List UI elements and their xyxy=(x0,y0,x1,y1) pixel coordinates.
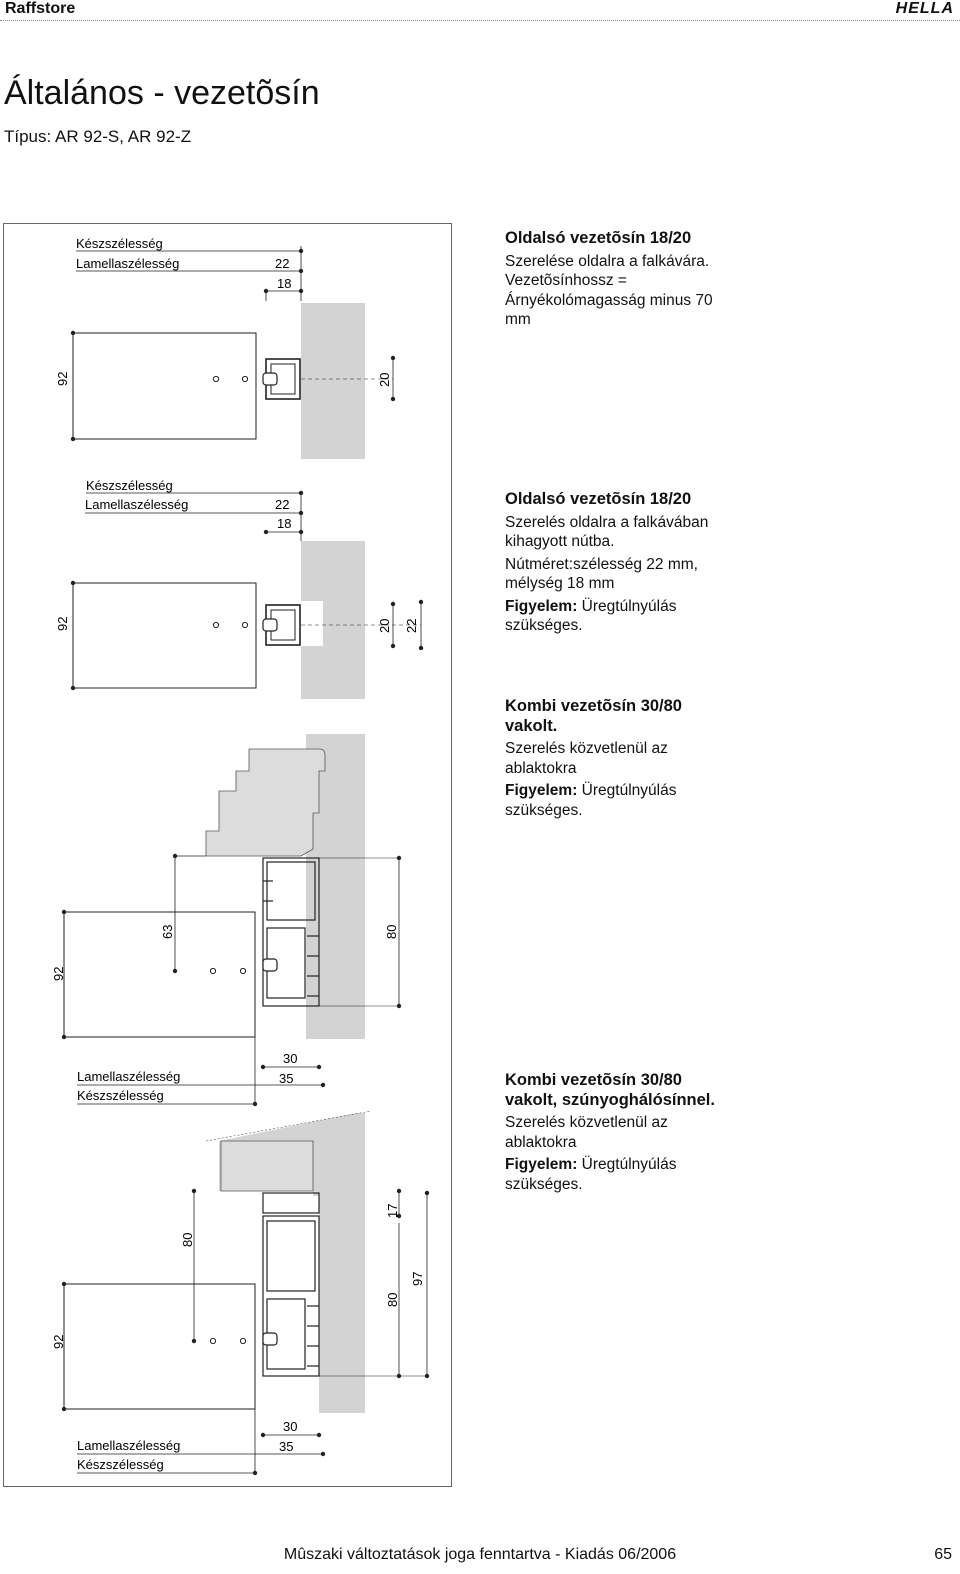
description-block-2 xyxy=(505,490,735,636)
block-line: Nútméret:szélesség 22 mm, mélység 18 mm xyxy=(505,555,698,592)
dim-18: 18 xyxy=(277,516,292,531)
description-block-1 xyxy=(505,229,735,330)
dim-92: 92 xyxy=(55,616,70,631)
note-label: Figyelem: xyxy=(505,782,578,799)
block-title: Kombi vezetõsín 30/80 vakolt, szúnyoghálósínnel. xyxy=(505,1071,715,1109)
block-line: Szerelés közvetlenül az ablaktokra xyxy=(505,740,668,777)
block-title: Kombi vezetõsín 30/80 vakolt. xyxy=(505,697,682,735)
note-label: Figyelem: xyxy=(505,597,578,615)
dim-18: 18 xyxy=(277,276,292,291)
dim-97: 97 xyxy=(410,1271,425,1286)
dim-22: 22 xyxy=(275,497,290,512)
technical-drawings xyxy=(4,224,451,1486)
dim-80: 80 xyxy=(384,924,399,939)
dim-17: 17 xyxy=(385,1203,400,1218)
dim-30: 30 xyxy=(283,1051,298,1066)
dim-20: 20 xyxy=(377,372,392,387)
dim-35: 35 xyxy=(279,1439,294,1454)
combi-rail-with-screen xyxy=(263,1193,319,1376)
block-title: Oldalsó vezetõsín 18/20 xyxy=(505,490,692,508)
section-title: Raffstore xyxy=(5,0,76,17)
note-text: Üregtúlnyúlás szükséges. xyxy=(505,597,677,634)
dim-92: 92 xyxy=(51,1334,66,1349)
brand-logo: HELLA xyxy=(895,0,954,17)
header-divider xyxy=(0,20,960,21)
dim-22: 22 xyxy=(275,256,290,271)
dim-30: 30 xyxy=(283,1419,298,1434)
label-finished-width: Készszélesség xyxy=(77,1457,164,1472)
description-block-3 xyxy=(505,697,735,820)
note-text: Üregtúlnyúlás szükséges. xyxy=(505,1156,677,1193)
label-finished-width: Készszélesség xyxy=(76,236,163,251)
window-frame xyxy=(206,749,325,856)
drawing-3 xyxy=(51,734,401,1106)
window-frame xyxy=(221,1141,313,1191)
note-text: Üregtúlnyúlás szükséges. xyxy=(505,782,677,819)
block-line: Szerelés oldalra a falkávában kihagyott nútba. xyxy=(505,513,709,550)
dim-80: 80 xyxy=(385,1292,400,1307)
label-slat-width: Lamellaszélesség xyxy=(85,497,189,512)
block-line: Szerelés közvetlenül az ablaktokra xyxy=(505,1114,668,1151)
page-subtitle: Típus: AR 92-S, AR 92-Z xyxy=(4,127,192,146)
page-number: 65 xyxy=(934,1546,952,1563)
drawing-2 xyxy=(55,478,423,699)
block-line: Vezetõsínhossz = xyxy=(505,272,627,289)
dim-22: 22 xyxy=(404,618,419,633)
label-slat-width: Lamellaszélesség xyxy=(77,1438,181,1453)
drawing-1 xyxy=(55,236,395,459)
dim-80: 80 xyxy=(180,1232,195,1247)
wall xyxy=(301,541,365,699)
block-line: Árnyékolómagasság minus 70 mm xyxy=(505,291,713,328)
dim-92: 92 xyxy=(51,966,66,981)
block-line: Szerelése oldalra a falkávára. xyxy=(505,252,710,270)
label-finished-width: Készszélesség xyxy=(77,1088,164,1103)
footer-text: Mûszaki változtatások joga fenntartva - Kiadás 06/2006 xyxy=(283,1546,677,1563)
dim-92: 92 xyxy=(55,371,70,386)
page-title: Általános - vezetõsín xyxy=(4,74,320,112)
wall xyxy=(301,303,365,459)
label-slat-width: Lamellaszélesség xyxy=(77,1069,181,1084)
dim-63: 63 xyxy=(160,924,175,939)
dim-20: 20 xyxy=(377,618,392,633)
drawing-panel xyxy=(3,223,452,1487)
drawing-4 xyxy=(51,1111,429,1475)
block-title: Oldalsó vezetõsín 18/20 xyxy=(505,229,692,247)
label-slat-width: Lamellaszélesség xyxy=(76,256,180,271)
note-label: Figyelem: xyxy=(505,1156,578,1173)
dim-35: 35 xyxy=(279,1071,294,1086)
label-finished-width: Készszélesség xyxy=(86,478,173,493)
description-block-4 xyxy=(505,1071,735,1194)
